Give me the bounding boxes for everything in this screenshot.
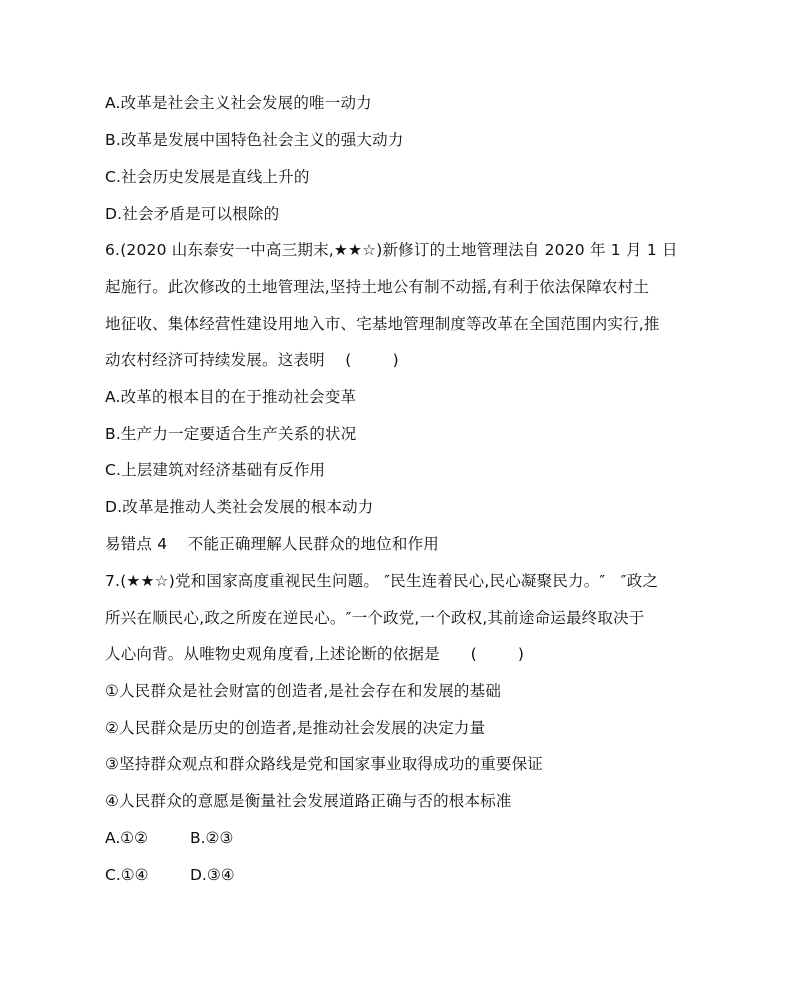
q7-stem-line-3: 人心向背。从唯物史观角度看,上述论断的依据是 ( ) — [105, 645, 525, 663]
q5-option-b: B.改革是发展中国特色社会主义的强大动力 — [105, 131, 404, 149]
q5-option-d: D.社会矛盾是可以根除的 — [105, 205, 280, 223]
q6-stem-line-2: 起施行。此次修改的土地管理法,坚持土地公有制不动摇,有利于依法保障农村土 — [105, 278, 650, 296]
q6-stem-line-3: 地征收、集体经营性建设用地入市、宅基地管理制度等改革在全国范围内实行,推 — [105, 315, 660, 333]
q7-option-a: A.①② — [105, 829, 149, 847]
q6-stem-line-1: 6.(2020 山东泰安一中高三期末,★★☆)新修订的土地管理法自 2020 年 1 月 1 日 — [105, 241, 678, 259]
q6-stem-line-4: 动农村经济可持续发展。这表明 ( ) — [105, 351, 399, 369]
q6-option-a: A.改革的根本目的在于推动社会变革 — [105, 388, 357, 406]
q5-option-c: C.社会历史发展是直线上升的 — [105, 168, 310, 186]
q5-option-a: A.改革是社会主义社会发展的唯一动力 — [105, 94, 372, 112]
q7-statement-4: ④人民群众的意愿是衡量社会发展道路正确与否的根本标准 — [105, 792, 512, 810]
q7-statement-1: ①人民群众是社会财富的创造者,是社会存在和发展的基础 — [105, 682, 502, 700]
q7-statement-3: ③坚持群众观点和群众路线是党和国家事业取得成功的重要保证 — [105, 755, 543, 773]
q6-option-d: D.改革是推动人类社会发展的根本动力 — [105, 498, 374, 516]
q7-stem-line-2: 所兴在顺民心,政之所废在逆民心。″一个政党,一个政权,其前途命运最终取决于 — [105, 609, 645, 627]
q7-option-c: C.①④ — [105, 866, 149, 884]
section-heading: 易错点 4 不能正确理解人民群众的地位和作用 — [105, 535, 439, 553]
q7-option-d: D.③④ — [190, 866, 235, 884]
q7-stem-line-1: 7.(★★☆)党和国家高度重视民生问题。 ″民生连着民心,民心凝聚民力。″ ″政之 — [105, 572, 659, 590]
q6-option-b: B.生产力一定要适合生产关系的状况 — [105, 425, 357, 443]
q6-option-c: C.上层建筑对经济基础有反作用 — [105, 461, 326, 479]
q7-option-b: B.②③ — [190, 829, 234, 847]
q7-statement-2: ②人民群众是历史的创造者,是推动社会发展的决定力量 — [105, 719, 486, 737]
q7-option-row-2 — [105, 865, 235, 925]
